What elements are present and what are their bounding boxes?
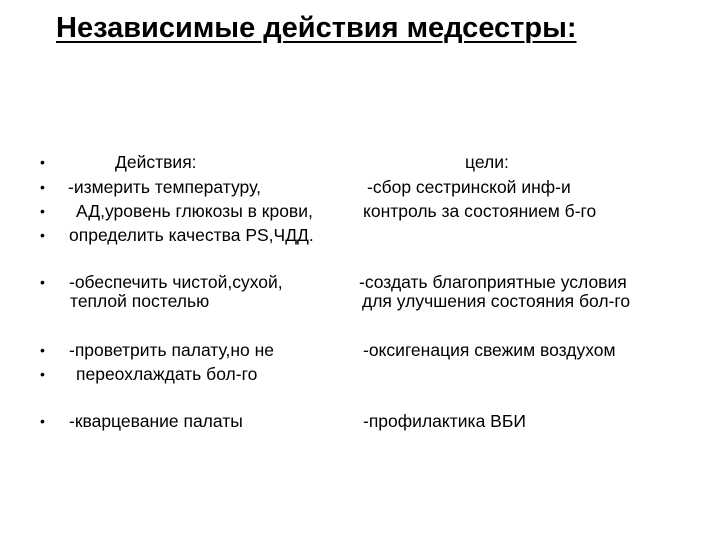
goal-text: -профилактика ВБИ — [363, 411, 526, 431]
bullet: • — [40, 203, 45, 219]
goals-header: цели: — [465, 152, 509, 172]
action-text: -кварцевание палаты — [69, 411, 243, 431]
bullet: • — [40, 274, 45, 290]
goal-text: для улучшения состояния бол-го — [362, 291, 631, 311]
bullet: • — [40, 366, 45, 382]
action-text: -обеспечить чистой,сухой, — [69, 272, 283, 292]
goal-text: -создать благоприятные условия — [359, 272, 627, 292]
bullet: • — [40, 342, 45, 358]
goal-text: контроль за состоянием б-го — [363, 201, 597, 221]
action-text: -проветрить палату,но не — [69, 340, 275, 360]
goal-text: -оксигенация свежим воздухом — [363, 340, 616, 360]
action-text: теплой постелью — [70, 291, 210, 311]
actions-header: Действия: — [115, 152, 197, 172]
bullet: • — [40, 227, 45, 243]
bullet: • — [40, 413, 45, 429]
bullet: • — [40, 154, 45, 170]
action-text: переохлаждать бол-го — [76, 364, 258, 384]
action-text: определить качества PS,ЧДД. — [69, 225, 314, 245]
goal-text: -сбор сестринской инф-и — [367, 177, 571, 197]
action-text: -измерить температуру, — [68, 177, 261, 197]
action-text: АД,уровень глюкозы в крови, — [76, 201, 313, 221]
bullet: • — [40, 179, 45, 195]
page-title: Независимые действия медсестры: — [56, 12, 577, 44]
